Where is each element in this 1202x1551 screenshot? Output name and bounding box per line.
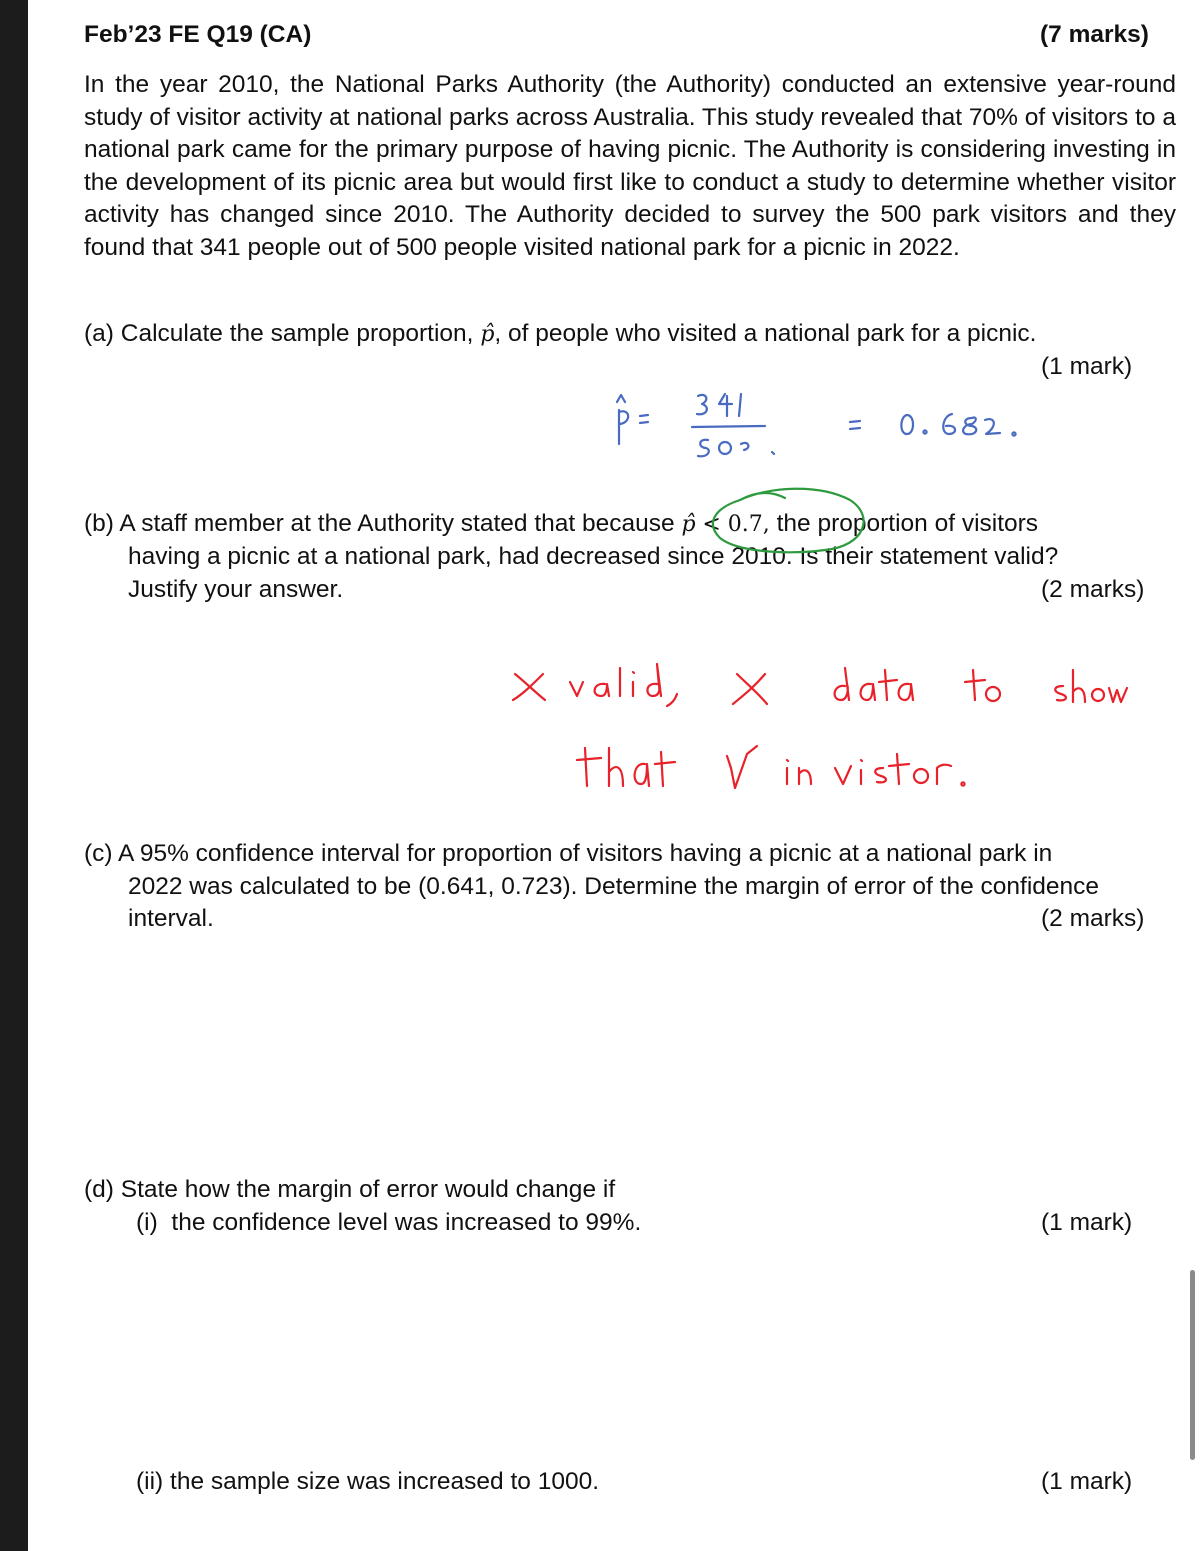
part-b-line2: having a picnic at a national park, had decreased since 2010. Is their statement valid? [128, 543, 1059, 570]
part-c-marks: (2 marks) [1041, 905, 1145, 932]
p-hat-symbol: p̂ [480, 322, 495, 347]
part-a-label: (a) [84, 320, 114, 347]
scrollbar-thumb[interactable] [1190, 1270, 1195, 1460]
part-a-text-after: , of people who visited a national park for a picnic. [494, 320, 1037, 347]
p-hat-symbol-b: p̂ [681, 512, 696, 537]
part-c-label: (c) [84, 840, 113, 867]
handwritten-answer-a [600, 382, 1050, 472]
part-c-line3: interval. [128, 905, 214, 932]
total-marks: (7 marks) [1040, 21, 1149, 48]
question-title: Feb’23 FE Q19 (CA) [84, 21, 312, 48]
part-a-question [84, 317, 1036, 351]
part-b-marks: (2 marks) [1041, 576, 1145, 603]
part-a-marks: (1 mark) [1041, 353, 1133, 380]
part-d-ii-marks: (1 mark) [1041, 1468, 1133, 1495]
part-c-line2: 2022 was calculated to be (0.641, 0.723). Determine the margin of error of the confidence [128, 873, 1100, 900]
part-b-line3: Justify your answer. [128, 576, 344, 603]
part-d-ii-text: the sample size was increased to 1000. [170, 1468, 600, 1495]
part-d-i-label: (i) [136, 1209, 158, 1236]
part-d-ii [136, 1465, 599, 1498]
part-d-i-marks: (1 mark) [1041, 1209, 1133, 1236]
left-margin-bar [0, 0, 28, 1551]
part-d-ii-label: (ii) [136, 1468, 164, 1495]
intro-paragraph: In the year 2010, the National Parks Authority (the Authority) conducted an extensive year-round study of visitor activity at national parks across Australia. This study revealed that 70% of visitors to a national park came for the primary purpose of having picnic. The Authority is considering investing in the development of its picnic area but would first like to conduct a study to determine whether visitor activity has changed since 2010. The Authority decided to survey the 500 park visitors and they found that 341 people out of 500 people visited national park for a picnic in 2022. [84, 71, 1176, 261]
part-d-i [136, 1206, 641, 1239]
part-c-line1 [84, 837, 1052, 870]
part-b-text-after: the proportion of visitors [776, 510, 1039, 537]
part-b-label: (b) [84, 510, 114, 537]
part-b-line1 [84, 507, 1038, 541]
part-d-i-text: the confidence level was increased to 99%. [171, 1209, 642, 1236]
green-highlight-circle [700, 478, 880, 568]
part-b-text-before: A staff member at the Authority stated that because [119, 510, 675, 537]
part-c-text: A 95% confidence interval for proportion of visitors having a picnic at a national park in [118, 840, 1053, 867]
part-d-question [84, 1173, 615, 1206]
handwritten-answer-b [505, 660, 1145, 810]
part-d-text: State how the margin of error would change if [120, 1176, 616, 1203]
part-d-label: (d) [84, 1176, 114, 1203]
part-a-text-before: Calculate the sample proportion, [120, 320, 474, 347]
part-b-inequality: < 0.7, [702, 512, 770, 537]
